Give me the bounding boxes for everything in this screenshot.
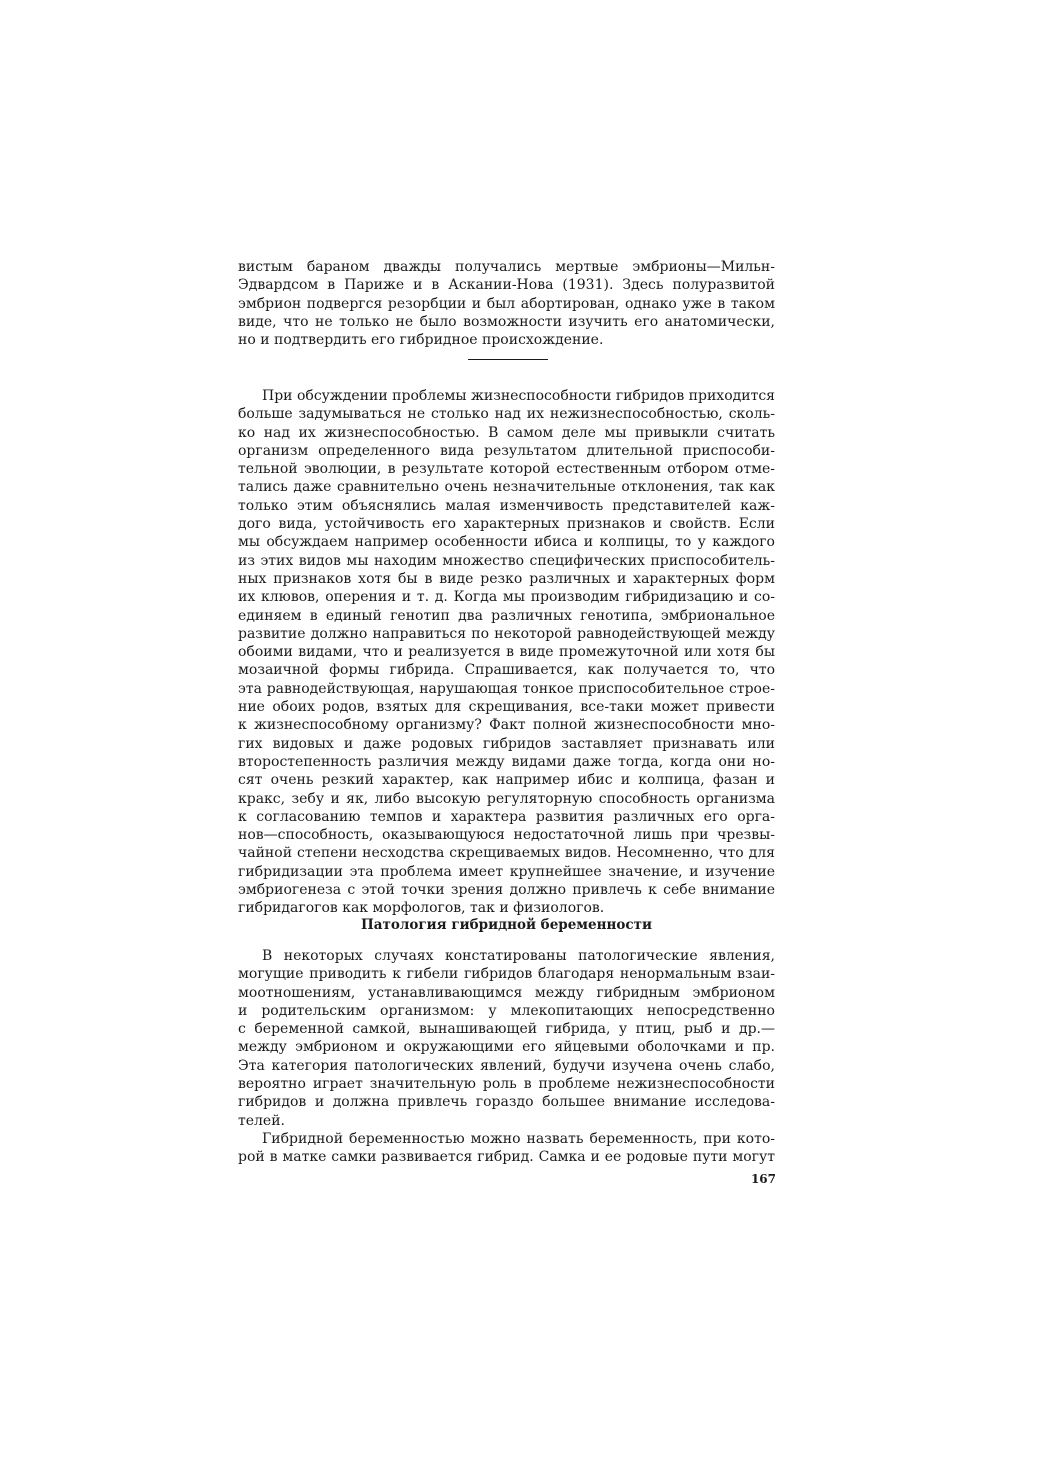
text-line: рой в матке самки развивается гибрид. Самка и ее родовые пути могут — [238, 1149, 775, 1166]
text-line: к жизнеспособному организму? Факт полной жизнеспособности мно- — [238, 717, 775, 734]
section-heading: Патология гибридной беременности — [361, 917, 652, 933]
text-line: чайной степени несходства скрещиваемых видов. Несомненно, что для — [238, 845, 775, 862]
paragraph-viability — [238, 387, 775, 918]
text-line: ко над их жизнеспособностью. В самом деле мы привыкли считать — [238, 424, 775, 441]
text-line: мы обсуждаем например особенности ибиса и колпицы, то у каждого — [238, 534, 775, 551]
text-line: тались даже сравнительно очень незначительные отклонения, так как — [238, 479, 775, 496]
text-line: могущие приводить к гибели гибридов благодаря ненормальным взаи- — [238, 966, 775, 983]
text-line: вистым бараном дважды получались мертвые эмбрионы—Мильн- — [238, 259, 775, 275]
text-line: но и подтвердить его гибридное происхождение. — [238, 332, 604, 349]
text-line: эта равнодействующая, нарушающая тонкое приспособительное строе- — [238, 680, 775, 697]
text-line: и родительским организмом: у млекопитающих непосредственно — [238, 1002, 775, 1019]
text-line: с беременной самкой, вынашивающей гибрида, у птиц, рыб и др.— — [238, 1021, 775, 1038]
text-line: гибридов и должна привлечь гораздо большее внимание исследова- — [238, 1094, 775, 1111]
text-line: сят очень резкий характер, как например ибис и колпица, фазан и — [238, 772, 775, 789]
text-line: гибридагогов как морфологов, так и физиологов. — [238, 900, 605, 917]
section-heading-block — [238, 916, 775, 934]
section-separator-rule — [468, 359, 548, 360]
text-line: гибридизации эта проблема имеет крупнейшее значение, и изучение — [238, 863, 775, 880]
text-line: организм определенного вида результатом длительной приспособи- — [238, 442, 775, 459]
text-line: Эдвардсом в Париже и в Аскании-Нова (1931). Здесь полуразвитой — [238, 277, 775, 294]
text-line: к согласованию темпов и характера развития различных его орга- — [238, 808, 775, 825]
text-line: эмбрион подвергся резорбции и был абортирован, однако уже в таком — [238, 295, 775, 312]
text-line: их клювов, оперения и т. д. Когда мы производим гибридизацию и со- — [238, 589, 775, 606]
text-line: вероятно играет значительную роль в проблеме нежизнеспособности — [238, 1076, 775, 1093]
text-line: В некоторых случаях констатированы патологические явления, — [262, 948, 775, 964]
text-line: моотношениям, устанавливающимся между гибридным эмбрионом — [238, 984, 775, 1001]
continuation-paragraph — [238, 258, 775, 349]
text-line: обоими видами, что и реализуется в виде промежуточной или хотя бы — [238, 644, 775, 661]
page-number: 167 — [750, 1172, 776, 1186]
text-line: дого вида, устойчивость его характерных признаков и свойств. Если — [238, 516, 775, 533]
text-line: виде, что не только не было возможности изучить его анатомически, — [238, 313, 775, 330]
text-line: больше задумываться не столько над их нежизнеспособностью, сколь- — [238, 406, 775, 423]
text-line: Эта категория патологических явлений, будучи изучена очень слабо, — [238, 1057, 775, 1074]
text-line: Гибридной беременностью можно назвать беременность, при кото- — [262, 1130, 775, 1147]
text-line: единяем в единый генотип два различных генотипа, эмбриональное — [238, 607, 775, 624]
text-line: гих видовых и даже родовых гибридов заставляет признавать или — [238, 735, 775, 752]
paragraph-pathology — [238, 947, 775, 1167]
text-line: тельной эволюции, в результате которой естественным отбором отме- — [238, 461, 775, 478]
text-line: эмбриогенеза с этой точки зрения должно привлечь к себе внимание — [238, 882, 775, 899]
text-line: развитие должно направиться по некоторой равнодействующей между — [238, 625, 775, 642]
text-line: из этих видов мы находим множество специфических приспособитель- — [238, 552, 775, 569]
text-line: второстепенность различия между видами даже тогда, когда они но- — [238, 753, 775, 770]
text-line: нов—способность, оказывающуюся недостаточной лишь при чрезвы- — [238, 827, 775, 844]
text-line: телей. — [238, 1112, 285, 1129]
text-line: только этим объяснялись малая изменчивость представителей каж- — [238, 497, 775, 514]
text-line: ных признаков хотя бы в виде резко различных и характерных форм — [238, 570, 775, 587]
text-line: При обсуждении проблемы жизнеспособности гибридов приходится — [262, 388, 775, 404]
text-line: кракс, зебу и як, либо высокую регуляторную способность организма — [238, 790, 775, 807]
text-line: мозаичной формы гибрида. Спрашивается, как получается то, что — [238, 662, 775, 679]
text-line: ние обоих родов, взятых для скрещивания, все-таки может привести — [238, 699, 775, 716]
text-line: между эмбрионом и окружающими его яйцевыми оболочками и пр. — [238, 1039, 775, 1056]
